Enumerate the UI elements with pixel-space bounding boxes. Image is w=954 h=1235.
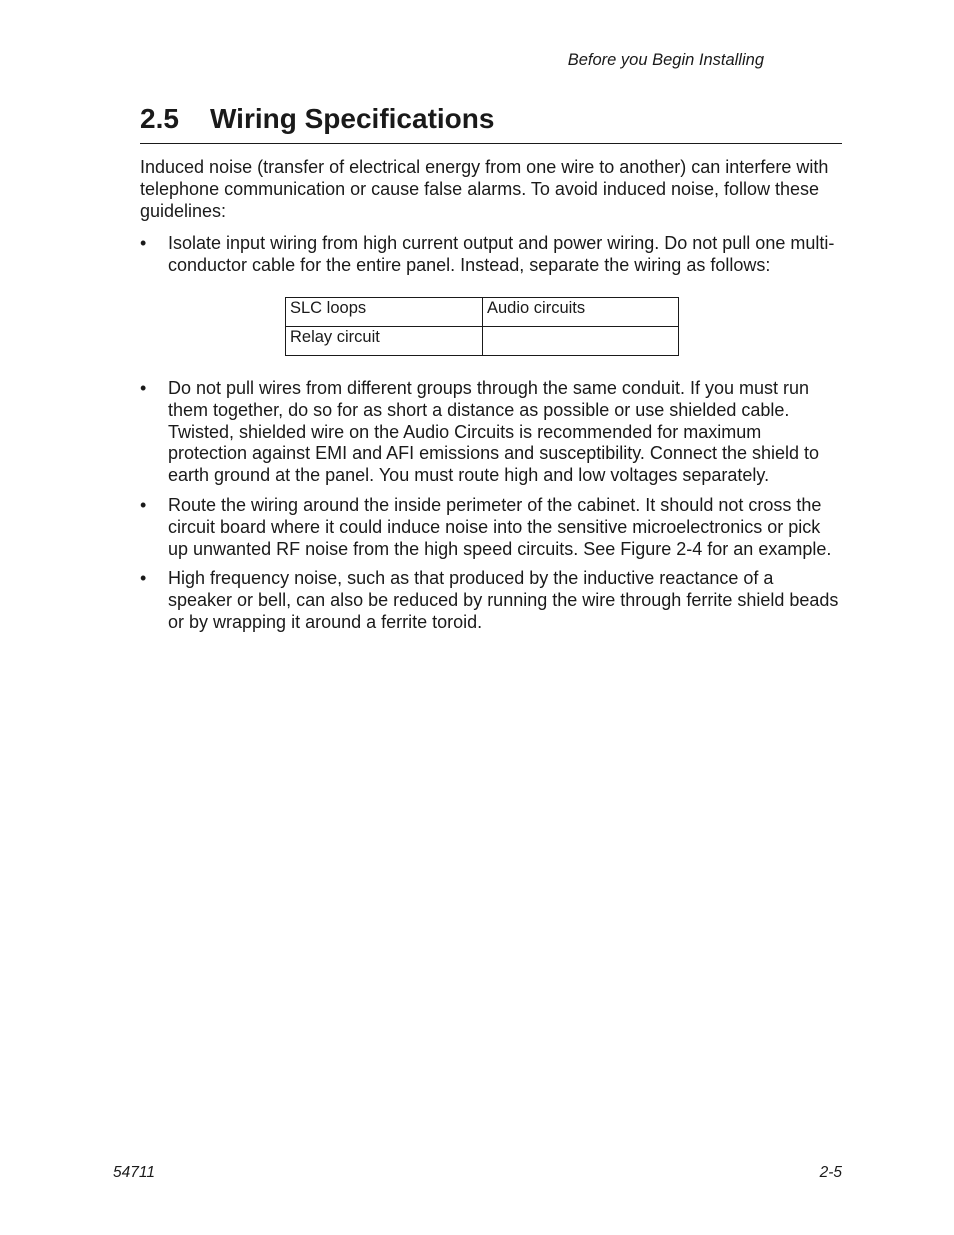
table-row (286, 297, 679, 326)
bullet-icon: • (140, 377, 147, 398)
list-item-text: Do not pull wires from different groups through the same conduit. If you must run them together, do so for as short a distance as possible or use shielded cable. Twisted, shielded wire on the Audio Circuits is recommended for maximum protection against EMI and AFI emissions and susceptibility. Connect the shield to earth ground at the panel. You must route high and low voltages separately. (168, 377, 820, 486)
list-item-text: Route the wiring around the inside perimeter of the cabinet. It should not cross the circuit board where it could induce noise into the sensitive microelectronics or pick up unwanted RF noise from the high speed circuits. See Figure 2-4 for an example. (168, 494, 832, 559)
table-row (286, 326, 679, 355)
intro-paragraph: Induced noise (transfer of electrical energy from one wire to another) can interfere with telephone communication or cause false alarms. To avoid induced noise, follow these guidelines: (140, 157, 829, 221)
section-title: Wiring Specifications (210, 103, 495, 134)
section-number: 2.5 (140, 103, 179, 134)
guideline-list-continued (140, 378, 842, 634)
list-item (140, 233, 842, 277)
table-cell (483, 326, 679, 355)
wiring-group-table (285, 297, 679, 356)
bullet-icon: • (140, 494, 147, 515)
section-heading (140, 101, 842, 144)
list-item (140, 378, 842, 487)
section-body (140, 157, 842, 634)
bullet-icon: • (140, 568, 147, 589)
list-item-text: Isolate input wiring from high current output and power wiring. Do not pull one multi-conductor cable for the entire panel. Instead, separate the wiring as follows: (168, 233, 835, 276)
list-item (140, 495, 842, 560)
table-cell: Audio circuits (483, 297, 679, 326)
guideline-list (140, 233, 842, 277)
bullet-icon: • (140, 233, 147, 254)
table-cell: Relay circuit (286, 326, 483, 355)
running-header: Before you Begin Installing (567, 51, 764, 69)
list-item-text: High frequency noise, such as that produced by the inductive reactance of a speaker or bell, can also be reduced by running the wire through ferrite shield beads or by wrapping it around a ferrite toroid. (168, 568, 839, 632)
list-item (140, 568, 842, 633)
page-number: 2-5 (819, 1164, 842, 1181)
table-cell: SLC loops (286, 297, 483, 326)
document-number: 54711 (113, 1164, 155, 1181)
